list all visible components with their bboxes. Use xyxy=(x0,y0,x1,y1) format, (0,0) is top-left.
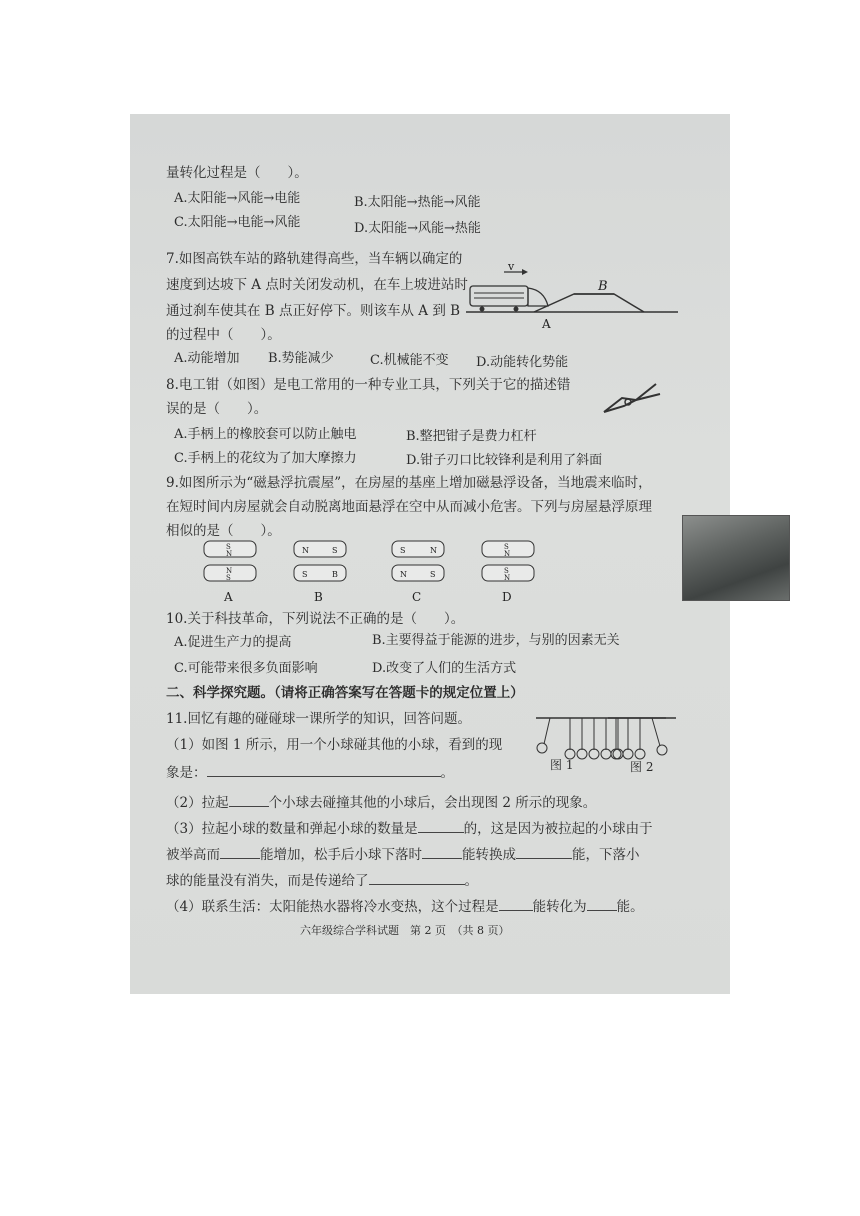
q11-part-4: （4）联系生活：太阳能热水器将冷水变热，这个过程是 能转化为 能。 xyxy=(166,896,644,916)
svg-text:B: B xyxy=(314,590,323,604)
q10-option-d: D.改变了人们的生活方式 xyxy=(372,661,517,676)
svg-text:S: S xyxy=(302,570,308,579)
q11-part-2: （2）拉起 个小球去碰撞其他的小球后，会出现图 2 所示的现象。 xyxy=(166,792,596,812)
point-a-label: A xyxy=(542,317,551,331)
q8-option-a: A.手柄上的橡胶套可以防止触电 xyxy=(174,427,357,442)
q10-option-c: C.可能带来很多负面影响 xyxy=(174,661,318,676)
magnet-pair-a xyxy=(202,539,262,615)
q11-part-3-line-2: 被举高而 能增加，松手后小球下落时 能转换成 能，下落小 xyxy=(166,844,640,864)
q11-part-1-line-1: （1）如图 1 所示，用一个小球碰其他的小球，看到的现 xyxy=(166,737,503,753)
train-slope-figure xyxy=(464,258,680,338)
svg-text:A: A xyxy=(224,590,233,604)
svg-text:S: S xyxy=(400,546,406,555)
q8-line-1: 8.电工钳（如图）是电工常用的一种专业工具，下列关于它的描述错 xyxy=(166,377,571,393)
answer-blank-8[interactable] xyxy=(499,896,533,911)
pliers-icon xyxy=(596,372,666,428)
svg-text:N: N xyxy=(226,550,233,558)
answer-blank-4[interactable] xyxy=(220,844,260,859)
answer-blank-7[interactable] xyxy=(369,870,465,885)
maglev-house-photo xyxy=(682,515,790,601)
svg-text:N: N xyxy=(400,570,407,579)
q10-stem: 10.关于科技革命，下列说法不正确的是（ ）。 xyxy=(166,611,465,627)
q9-line-1: 9.如图所示为“磁悬浮抗震屋”，在房屋的基座上增加磁悬浮设备，当地震来临时， xyxy=(166,475,652,491)
answer-blank-3[interactable] xyxy=(418,818,464,833)
svg-text:S: S xyxy=(504,567,509,575)
answer-blank-2[interactable] xyxy=(229,792,269,807)
magnet-pair-c xyxy=(390,539,450,615)
answer-blank-5[interactable] xyxy=(422,844,462,859)
q8-option-c: C.手柄上的花纹为了加大摩擦力 xyxy=(174,451,357,466)
svg-text:N: N xyxy=(302,546,309,555)
svg-text:S: S xyxy=(430,570,436,579)
q6-option-b: B.太阳能→热能→风能 xyxy=(354,195,481,210)
svg-text:N: N xyxy=(504,574,511,582)
point-b-label: B xyxy=(598,279,608,294)
q7-line-4: 的过程中（ ）。 xyxy=(166,327,281,343)
exam-page-photo xyxy=(130,114,730,994)
svg-text:S: S xyxy=(226,543,231,551)
svg-text:N: N xyxy=(430,546,437,555)
svg-text:N: N xyxy=(504,550,511,558)
answer-blank-6[interactable] xyxy=(516,844,572,859)
q9-line-2: 在短时间内房屋就会自动脱离地面悬浮在空中从而减小危害。下列与房屋悬浮原理 xyxy=(166,499,652,515)
figure-2-caption: 图 2 xyxy=(630,760,654,774)
q6-option-d: D.太阳能→风能→热能 xyxy=(354,221,481,236)
figure-1-caption: 图 1 xyxy=(550,758,574,772)
q7-line-1: 7.如图高铁车站的路轨建得高些，当车辆以确定的 xyxy=(166,251,463,267)
q11-stem: 11.回忆有趣的碰碰球一课所学的知识，回答问题。 xyxy=(166,711,471,727)
svg-text:S: S xyxy=(504,543,509,551)
svg-text:N: N xyxy=(226,567,233,575)
q8-line-2: 误的是（ ）。 xyxy=(166,401,268,417)
q10-option-b: B.主要得益于能源的进步，与别的因素无关 xyxy=(372,633,620,648)
q7-option-c: C.机械能不变 xyxy=(370,353,449,368)
q7-line-3: 通过刹车使其在 B 点正好停下。则该车从 A 到 B xyxy=(166,303,461,319)
svg-text:B: B xyxy=(332,570,338,579)
q6-option-a: A.太阳能→风能→电能 xyxy=(174,191,301,206)
q8-option-b: B.整把钳子是费力杠杆 xyxy=(406,429,537,444)
q11-part-1-line-2: 象是： 。 xyxy=(166,762,454,782)
train-icon xyxy=(470,286,548,312)
magnet-pair-b xyxy=(292,539,352,615)
q9-line-3: 相似的是（ ）。 xyxy=(166,523,281,539)
q10-option-a: A.促进生产力的提高 xyxy=(174,635,292,650)
svg-text:D: D xyxy=(502,590,512,604)
q6-stem-tail: 量转化过程是（ ）。 xyxy=(166,165,308,181)
q7-option-b: B.势能减少 xyxy=(268,351,334,366)
svg-text:C: C xyxy=(412,590,422,604)
q8-option-d: D.钳子刃口比较锋利是利用了斜面 xyxy=(406,453,603,468)
answer-blank-9[interactable] xyxy=(587,896,617,911)
q7-option-d: D.动能转化势能 xyxy=(476,355,569,370)
svg-text:S: S xyxy=(226,574,231,582)
section-2-title: 二、科学探究题。（请将正确答案写在答题卡的规定位置上） xyxy=(166,685,524,701)
q7-option-a: A.动能增加 xyxy=(174,351,240,366)
magnet-pair-d xyxy=(480,539,540,615)
q6-option-c: C.太阳能→电能→风能 xyxy=(174,215,301,230)
answer-blank-1[interactable] xyxy=(207,762,441,777)
velocity-label: v xyxy=(508,260,515,273)
page-footer: 六年级综合学科试题 第 2 页 （共 8 页） xyxy=(300,924,510,937)
q11-part-3-line-1: （3）拉起小球的数量和弹起小球的数量是 的，这是因为被拉起的小球由于 xyxy=(166,818,653,838)
svg-text:S: S xyxy=(332,546,338,555)
q11-part-3-line-3: 球的能量没有消失，而是传递给了 。 xyxy=(166,870,478,890)
q7-line-2: 速度到达坡下 A 点时关闭发动机，在车上坡进站时 xyxy=(166,277,468,293)
